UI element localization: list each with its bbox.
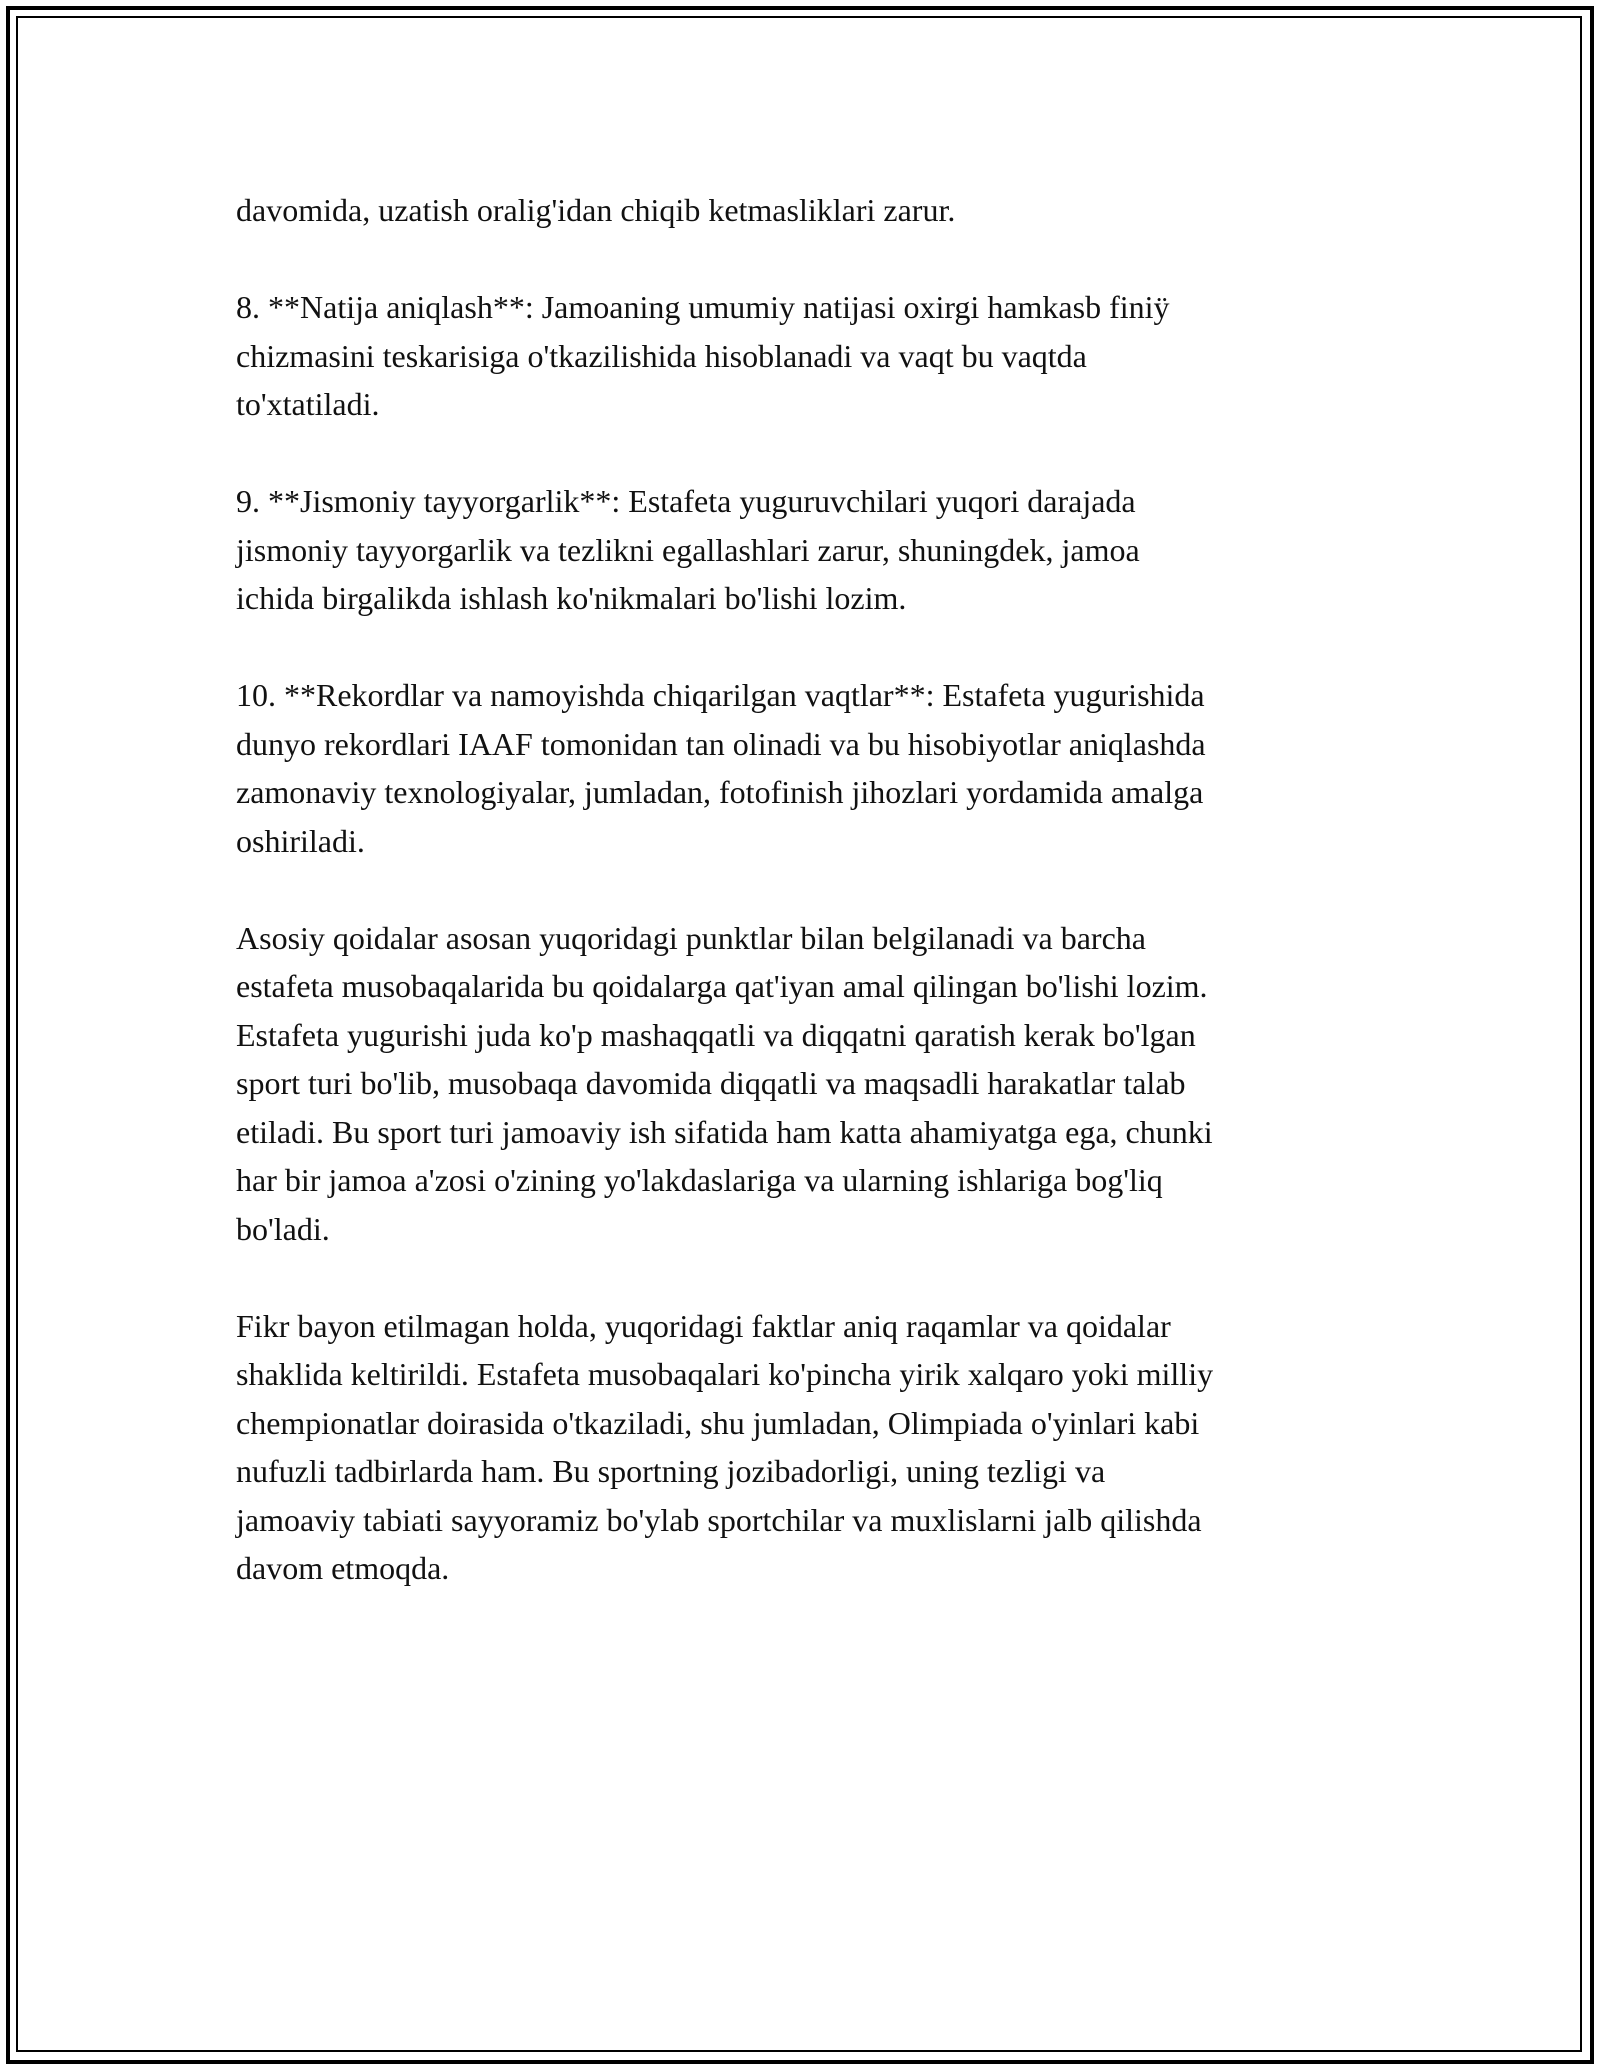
paragraph-continuation: davomida, uzatish oralig'idan chiqib ketmasliklari zarur. (236, 192, 956, 228)
paragraph-summary: Asosiy qoidalar asosan yuqoridagi punktlar bilan belgilanadi va barcha estafeta musobaqalarida bu qoidalarga qat'iyan amal qilingan bo'lishi lozim. Estafeta yugurishi juda ko'p mashaqqatli va diqqatni qaratish kerak bo'lgan sport turi bo'lib, musobaqa davomida diqqatli va maqsadli harakatlar talab etiladi. Bu sport turi jamoaviy ish sifatida ham katta ahamiyatga ega, chunki har bir jamoa a'zosi o'zining yo'lakdaslariga va ularning ishlariga bog'liq bo'ladi. (236, 919, 1213, 1247)
paragraph-item-10: 10. **Rekordlar va namoyishda chiqarilgan vaqtlar**: Estafeta yugurishida dunyo rekordlari IAAF tomonidan tan olinadi va bu hisobiyotlar aniqlashda zamonaviy texnologiyalar, jumladan, fotofinish jihozlari yordamida amalga oshiriladi. (236, 677, 1206, 859)
paragraph-conclusion: Fikr bayon etilmagan holda, yuqoridagi faktlar aniq raqamlar va qoidalar shaklida keltirildi. Estafeta musobaqalari ko'pincha yirik xalqaro yoki milliy chempionatlar doirasida o'tkaziladi, shu jumladan, Olimpiada o'yinlari kabi nufuzli tadbirlarda ham. Bu sportning jozibadorligi, uning tezligi va jamoaviy tabiati sayyoramiz bo'ylab sportchilar va muxlislarni jalb qilishda davom etmoqda. (236, 1307, 1214, 1586)
paragraph-item-9: 9. **Jismoniy tayyorgarlik**: Estafeta yuguruvchilari yuqori darajada jismoniy tayyorgarlik va tezlikni egallashlari zarur, shuningdek, jamoa ichida birgalikda ishlash ko'nikmalari bo'lishi lozim. (236, 483, 1140, 616)
document-body (236, 186, 1376, 1641)
paragraph-item-8: 8. **Natija aniqlash**: Jamoaning umumiy natijasi oxirgi hamkasb finiÿ chizmasini teskarisiga o'tkazilishida hisoblanadi va vaqt bu vaqtda to'xtatiladi. (236, 289, 1170, 422)
